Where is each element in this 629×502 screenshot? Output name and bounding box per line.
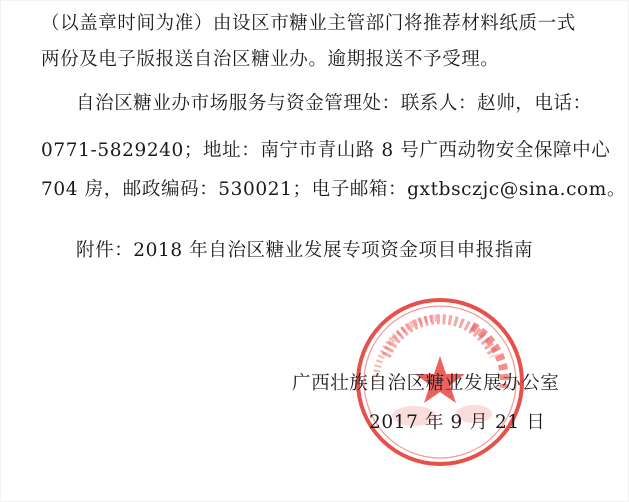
sender-organization: 广西壮族自治区糖业发展办公室	[292, 373, 560, 394]
issue-date: 2017 年 9 月 21 日	[369, 412, 546, 433]
paragraph-line: 两份及电子版报送自治区糖业办。逾期报送不予受理。	[41, 49, 500, 70]
contact-line: 704 房，邮政编码：530021；电子邮箱：gxtbsczjc@sina.com。	[41, 179, 627, 200]
contact-line: 0771-5829240；地址：南宁市青山路 8 号广西动物安全保障中心	[41, 140, 611, 161]
paragraph-line: （以盖章时间为准）由设区市糖业主管部门将推荐材料纸质一式	[41, 13, 576, 34]
attachment-line: 附件：2018 年自治区糖业发展专项资金项目申报指南	[76, 240, 534, 261]
contact-line: 自治区糖业办市场服务与资金管理处：联系人：赵帅，电话：	[76, 93, 592, 114]
